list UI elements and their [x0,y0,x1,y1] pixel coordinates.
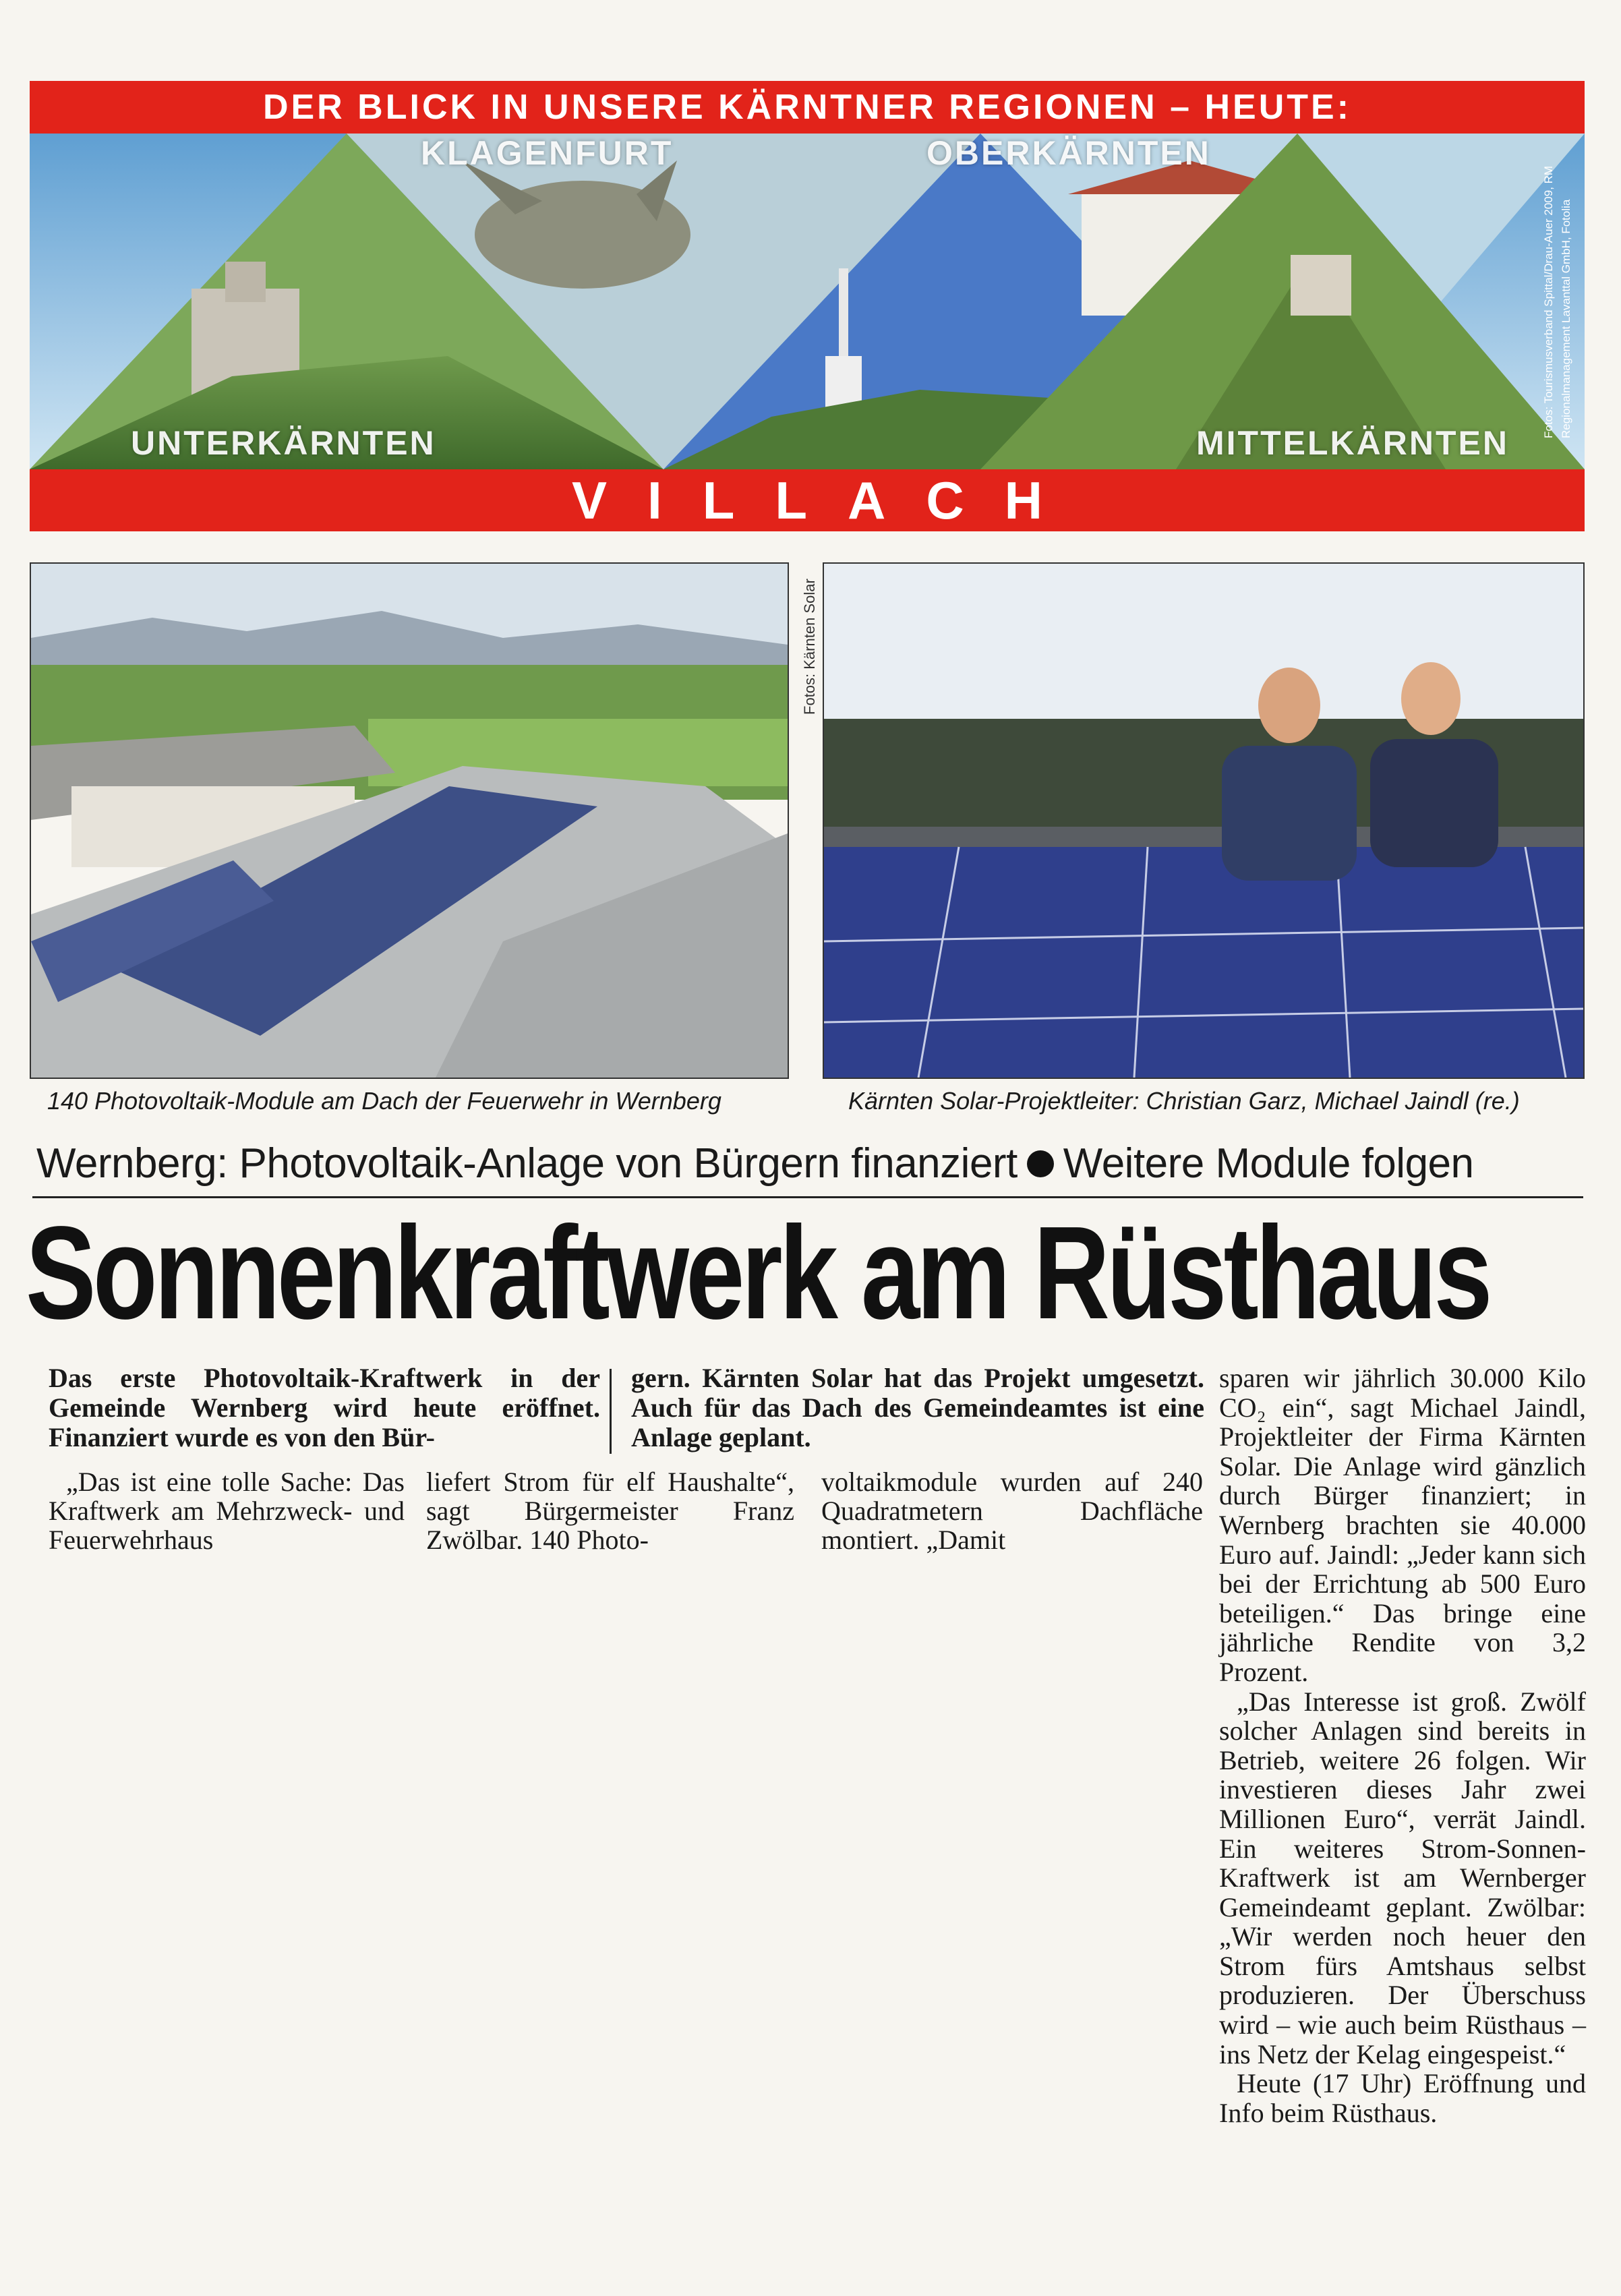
photos-credit: Fotos: Kärnten Solar [801,579,818,715]
kicker-part-2: Weitere Module folgen [1063,1140,1474,1187]
kicker-part-1: Wernberg: Photovoltaik-Anlage von Bürgern finanziert [36,1140,1018,1187]
photo-caption-left: 140 Photovoltaik-Module am Dach der Feuerwehr in Wernberg [47,1087,721,1115]
column-4-paragraph-3: Heute (17 Uhr) Eröffnung und Info beim Rüsthaus. [1219,2068,1586,2128]
column-4-paragraph-2: „Das Interesse ist groß. Zwölf solcher Anlagen sind bereits in Betrieb, weitere 26 folgen. Wir investieren dieses Jahr zwei Millionen Euro“, verrät Jaindl. Ein weiteres Strom-Sonnen-Kraftwerk ist am Wernberger Gemeindeamt geplant. Zwölbar: „Wir werden noch heuer den Strom fürs Amtshaus selbst produzieren. Der Überschuss wird – wie auch beim Rüsthaus – ins Netz der Kelag eingespeist.“ [1219,1686,1586,2069]
banner-top-bar [30,81,1585,134]
region-label-klagenfurt: KLAGENFURT [421,134,674,172]
banner-region-title: VILLACH [572,470,1083,530]
project-leaders-illustration [824,564,1583,1078]
regions-banner [30,81,1585,531]
region-label-mittelkaernten: MITTELKÄRNTEN [1196,424,1509,462]
region-label-oberkaernten: OBERKÄRNTEN [926,134,1211,172]
banner-collage [30,134,1585,469]
column-4-paragraph-1: sparen wir jährlich 30.000 Kilo CO₂ ein“, sagt Michael Jaindl, Projektleiter der Firma Kärnten Solar. Die Anlage wird gänzlich durch Bürger finanziert; in Wernberg brachten sie 40.000 Euro auf. Jaindl: „Jeder kann sich bei der Errichtung ab 500 Euro beteiligen.“ Das bringe eine jährliche Rendite von 3,2 Prozent. [1219,1363,1586,1687]
lead-divider [610,1369,612,1454]
photo-project-leaders [823,562,1585,1079]
solar-roof-illustration [31,564,788,1078]
article-kicker [36,1140,1585,1198]
banner-bottom-bar [30,469,1585,531]
column-1-text: „Das ist eine tolle Sache: Das Kraftwerk am Mehrzweck- und Feuerwehrhaus [49,1467,405,1555]
article-column-4 [1219,1363,1586,2127]
article-column-2 [426,1467,794,1554]
region-label-unterkaernten: UNTERKÄRNTEN [131,424,436,462]
banner-heading: DER BLICK IN UNSERE KÄRNTNER REGIONEN – HEUTE: [262,88,1352,127]
photo-fire-station-roof [30,562,789,1079]
article-headline: Sonnenkraftwerk am Rüsthaus [26,1199,1490,1347]
column-3-text: voltaikmodule wurden auf 240 Quadratmetern Dachfläche montiert. „Damit [821,1467,1203,1555]
article-lead-part-1: Das erste Photovoltaik-Kraftwerk in der Gemeinde Wernberg wird heute eröffnet. Finanziert wurde es von den Bür- [49,1363,600,1452]
article-column-3 [821,1467,1203,1554]
column-2-text: liefert Strom für elf Haushalte“, sagt Bürgermeister Franz Zwölbar. 140 Photo- [426,1467,794,1555]
bullet-dot-icon [1027,1150,1054,1177]
article-column-1 [49,1467,405,1554]
kicker-rule [32,1196,1583,1198]
article-lead-part-2: gern. Kärnten Solar hat das Projekt umgesetzt. Auch für das Dach des Gemeindeamtes ist eine Anlage geplant. [631,1363,1204,1452]
banner-photo-credit: Fotos: Tourismusverband Spittal/Drau-Auer 2009, RM Regionalmanagement Lavanttal GmbH, Fotolia [1542,165,1572,438]
photo-caption-right: Kärnten Solar-Projektleiter: Christian Garz, Michael Jaindl (re.) [848,1087,1520,1115]
